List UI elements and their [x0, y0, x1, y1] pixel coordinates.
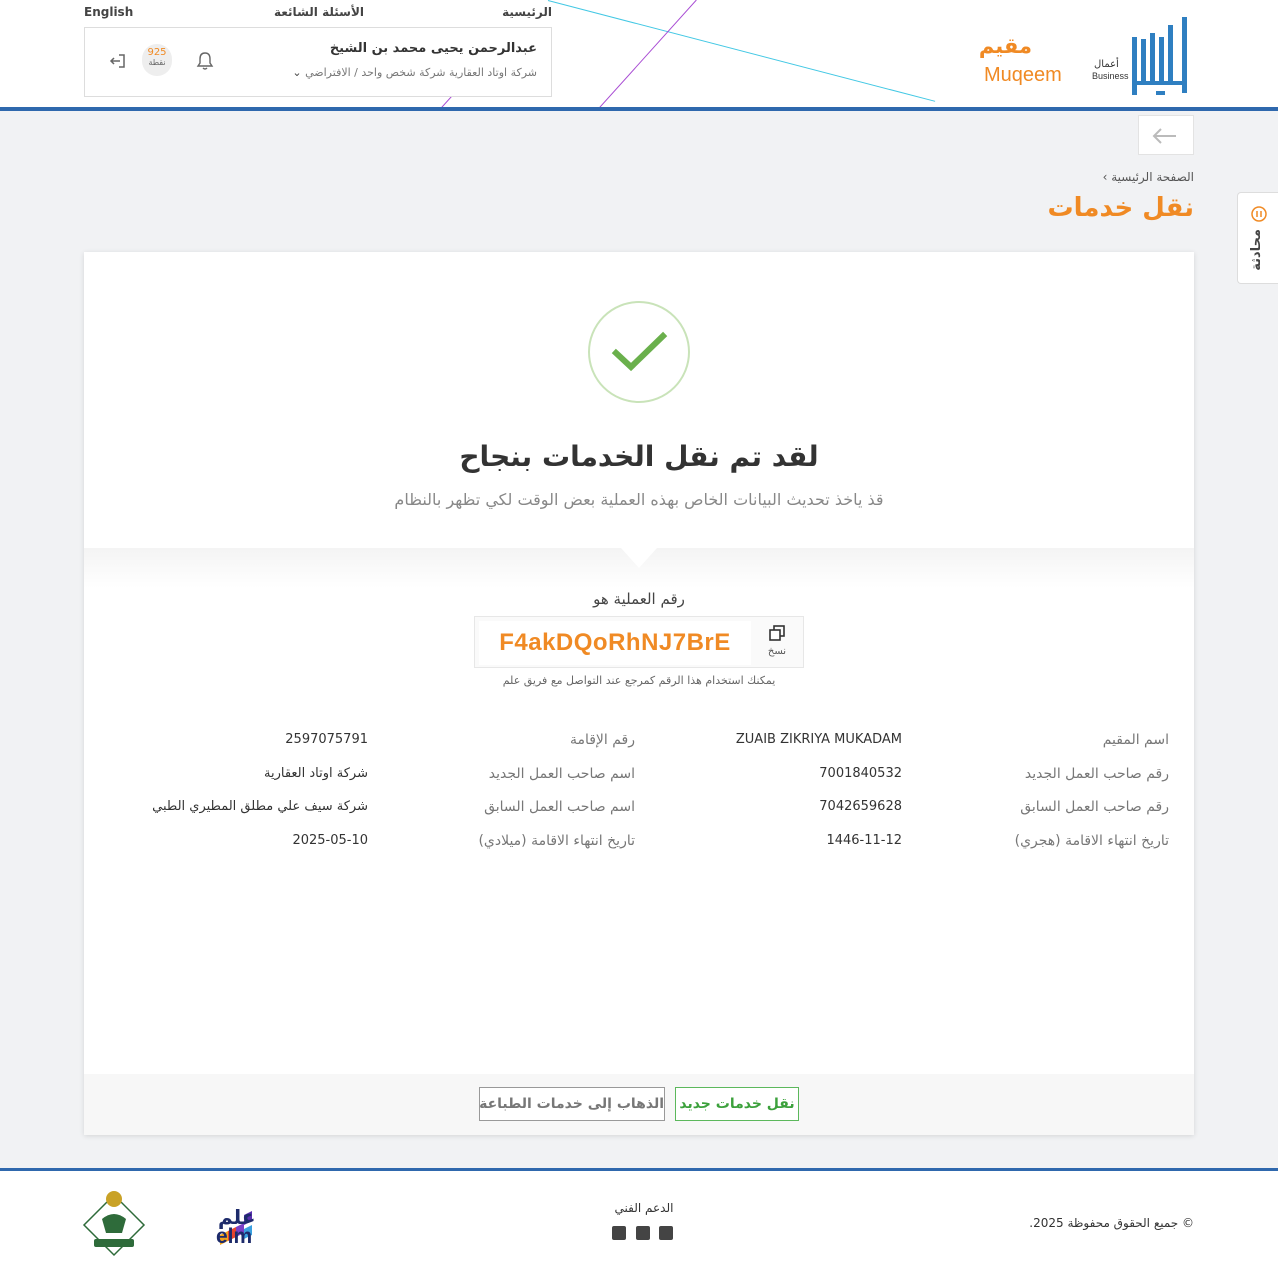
- breadcrumb: [1103, 170, 1194, 184]
- elm-logo-ar: علم: [218, 1205, 256, 1229]
- new-transfer-button[interactable]: نقل خدمات جديد: [675, 1087, 799, 1121]
- detail-row: [84, 833, 1194, 855]
- iqama-number-label: رقم الإقامة: [569, 732, 635, 748]
- company-name: شركة اوتاد العقارية شركة شخص واحد / الافتراضي: [305, 66, 537, 79]
- copy-icon: [769, 625, 785, 641]
- iqama-expiry-gregorian-label: تاريخ انتهاء الاقامة (ميلادي): [478, 833, 635, 849]
- resident-name-label: اسم المقيم: [1102, 732, 1169, 748]
- faq-link[interactable]: الأسئلة الشائعة: [274, 5, 364, 19]
- chat-tab[interactable]: [1237, 192, 1278, 284]
- user-name: عبدالرحمن يحيى محمد بن الشيخ: [329, 41, 537, 56]
- email-icon[interactable]: [636, 1226, 650, 1240]
- previous-employer-number-value: 7042659628: [819, 799, 902, 814]
- points-value: 925: [147, 47, 167, 58]
- previous-employer-number-label: رقم صاحب العمل السابق: [1020, 799, 1169, 815]
- breadcrumb-home-link[interactable]: الصفحة الرئيسية: [1111, 170, 1194, 184]
- detail-row: [84, 766, 1194, 788]
- jawazat-logo: [82, 1189, 146, 1259]
- chat-icon: [1250, 205, 1268, 223]
- iqama-number-value: 2597075791: [285, 732, 368, 747]
- card-actions: [84, 1074, 1194, 1135]
- success-title: لقد تم نقل الخدمات بنجاح: [459, 440, 819, 473]
- top-nav: [84, 5, 552, 21]
- chevron-down-icon: ⌄: [292, 66, 302, 79]
- abshir-business-logo: [1090, 15, 1190, 97]
- result-card: [84, 252, 1194, 1135]
- reference-label: رقم العملية هو: [593, 590, 685, 608]
- company-selector[interactable]: [288, 66, 537, 79]
- decorative-line: [548, 0, 935, 102]
- twitter-icon[interactable]: [612, 1226, 626, 1240]
- points-label: نقطة: [148, 58, 166, 67]
- abshir-mark-icon: [1090, 15, 1190, 97]
- elm-logo-en: elm: [216, 1225, 253, 1248]
- arrow-left-icon: [1137, 116, 1193, 156]
- divider-notch: [621, 548, 657, 568]
- resident-name-value: ZUAIB ZIKRIYA MUKADAM: [735, 732, 902, 747]
- reference-hint: يمكنك استخدام هذا الرقم كمرجع عند التواصل مع فريق علم: [502, 674, 776, 687]
- new-employer-number-label: رقم صاحب العمل الجديد: [1024, 766, 1169, 782]
- page-title: نقل خدمات: [1047, 193, 1194, 223]
- previous-employer-name-value: شركة سيف علي مطلق المطيري الطبي: [152, 799, 368, 814]
- muqeem-logo-en: Muqeem: [984, 64, 1062, 86]
- new-employer-number-value: 7001840532: [819, 766, 902, 781]
- previous-employer-name-label: اسم صاحب العمل السابق: [484, 799, 635, 815]
- footer: [0, 1168, 1278, 1270]
- detail-row: [84, 799, 1194, 821]
- new-employer-name-value: شركة اوتاد العقارية: [264, 766, 368, 781]
- bell-icon[interactable]: [195, 50, 215, 72]
- user-panel: [84, 27, 552, 97]
- reference-code: F4akDQoRhNJ7BrE: [499, 629, 731, 656]
- business-label: Business: [1092, 71, 1129, 81]
- copyright: © جميع الحقوق محفوظة 2025.: [1029, 1216, 1194, 1230]
- iqama-expiry-gregorian-value: 2025-05-10: [292, 833, 368, 848]
- logout-icon[interactable]: [107, 50, 129, 72]
- support-label: الدعم الفني: [614, 1201, 674, 1215]
- copy-label: نسخ: [767, 646, 787, 657]
- success-check-icon: [588, 301, 690, 403]
- reference-box: [474, 616, 804, 668]
- jawazat-emblem-icon: [82, 1189, 146, 1259]
- phone-icon[interactable]: [659, 1226, 673, 1240]
- iqama-expiry-hijri-label: تاريخ انتهاء الاقامة (هجري): [1014, 833, 1169, 849]
- chevron-left-icon: ›: [1102, 170, 1108, 184]
- language-switch-link[interactable]: English: [84, 5, 134, 19]
- new-employer-name-label: اسم صاحب العمل الجديد: [488, 766, 635, 782]
- copy-button[interactable]: [757, 625, 797, 663]
- support-icons: [612, 1226, 676, 1242]
- chat-label: محادثة: [1249, 229, 1264, 271]
- back-button[interactable]: [1138, 115, 1194, 155]
- amal-label: أعمال: [1094, 59, 1119, 70]
- iqama-expiry-hijri-value: 1446-11-12: [826, 833, 902, 848]
- muqeem-logo-ar: مقيم: [978, 34, 1032, 58]
- detail-row: [84, 732, 1194, 754]
- header: [0, 0, 1278, 111]
- home-link[interactable]: الرئيسية: [502, 5, 552, 19]
- muqeem-logo: [978, 34, 1074, 94]
- points-badge: [142, 44, 172, 76]
- elm-logo: [168, 1205, 262, 1249]
- go-to-print-services-button[interactable]: الذهاب إلى خدمات الطباعة: [479, 1087, 665, 1121]
- success-subtitle: قذ ياخذ تحديث البيانات الخاص بهذه العملية بعض الوقت لكي تظهر بالنظام: [394, 490, 884, 509]
- reference-code-field[interactable]: [479, 621, 751, 665]
